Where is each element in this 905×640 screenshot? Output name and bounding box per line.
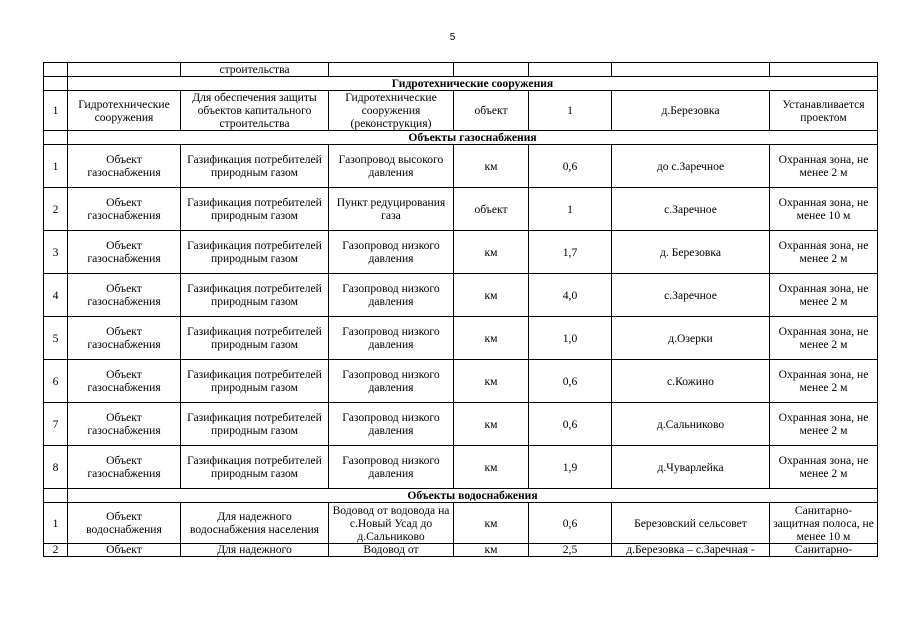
cell-type: Объект газоснабжения [68,317,181,360]
cell-value: 0,6 [529,403,612,446]
cell-name: Газопровод низкого давления [329,274,454,317]
cell-purpose: Газификация потребителей природным газом [181,188,329,231]
cell-name: Газопровод низкого давления [329,446,454,489]
cell-zone: Охранная зона, не менее 2 м [770,317,878,360]
cell-number: 1 [44,145,68,188]
cell-unit: км [454,145,529,188]
table-row [44,317,878,360]
cell-purpose: Газификация потребителей природным газом [181,231,329,274]
cell-zone: Охранная зона, не менее 2 м [770,446,878,489]
cell-location: до с.Заречное [612,145,770,188]
cell-number: 6 [44,360,68,403]
cell-name: Газопровод низкого давления [329,403,454,446]
cell-unit: км [454,360,529,403]
table-row [44,446,878,489]
cell-unit: км [454,446,529,489]
cell-type: Объект газоснабжения [68,231,181,274]
cell-purpose: Газификация потребителей природным газом [181,274,329,317]
cell-zone: Охранная зона, не менее 10 м [770,188,878,231]
cell-value: 0,6 [529,360,612,403]
cell-unit: км [454,544,529,557]
table-row [44,403,878,446]
cell-purpose: Для надежного [181,544,329,557]
table-row [44,360,878,403]
table-row [44,231,878,274]
cell-value: 1,0 [529,317,612,360]
cell-name: Газопровод низкого давления [329,317,454,360]
cell-number: 1 [44,503,68,544]
cell-purpose: строительства [181,63,329,77]
cell-number: 2 [44,544,68,557]
cell-location: д.Березовка [612,91,770,131]
cell-location: с.Заречное [612,188,770,231]
cell-number: 5 [44,317,68,360]
section-title: Гидротехнические сооружения [68,77,878,91]
table-row [44,503,878,544]
section-header-row [44,131,878,145]
cell-name: Водовод от водовода на с.Новый Усад до д.Сальниково [329,503,454,544]
cell-location: д.Березовка – с.Заречная - [612,544,770,557]
cell-purpose: Газификация потребителей природным газом [181,403,329,446]
table-row-partial [44,544,878,557]
section-header-row [44,77,878,91]
cell-value: 2,5 [529,544,612,557]
cell-purpose: Газификация потребителей природным газом [181,446,329,489]
cell-number: 1 [44,91,68,131]
cell-unit: км [454,317,529,360]
cell-purpose: Газификация потребителей природным газом [181,145,329,188]
section-title: Объекты водоснабжения [68,489,878,503]
cell-type: Объект газоснабжения [68,360,181,403]
cell-number: 7 [44,403,68,446]
cell-zone: Санитарно- [770,544,878,557]
cell-type: Объект газоснабжения [68,274,181,317]
cell-type: Объект газоснабжения [68,403,181,446]
cell-type: Объект [68,544,181,557]
cell-name: Гидротехнические сооружения (реконструкция) [329,91,454,131]
section-title: Объекты газоснабжения [68,131,878,145]
continuation-row [44,63,878,77]
cell-name: Пункт редуцирования газа [329,188,454,231]
cell-value: 0,6 [529,503,612,544]
cell-zone: Устанавливается проектом [770,91,878,131]
cell-zone: Охранная зона, не менее 2 м [770,274,878,317]
cell-purpose: Для обеспечения защиты объектов капитального строительства [181,91,329,131]
cell-location: с.Заречное [612,274,770,317]
cell-zone: Охранная зона, не менее 2 м [770,145,878,188]
cell-unit: объект [454,91,529,131]
cell-type: Объект газоснабжения [68,446,181,489]
cell-location: д.Сальниково [612,403,770,446]
cell-unit: км [454,403,529,446]
cell-name: Газопровод низкого давления [329,231,454,274]
cell-zone: Охранная зона, не менее 2 м [770,231,878,274]
cell-location: д.Озерки [612,317,770,360]
cell-name: Водовод от [329,544,454,557]
cell-unit: объект [454,188,529,231]
cell-type: Гидротехнические сооружения [68,91,181,131]
cell-name: Газопровод низкого давления [329,360,454,403]
cell-value: 1 [529,91,612,131]
cell-purpose: Газификация потребителей природным газом [181,360,329,403]
cell-zone: Санитарно-защитная полоса, не менее 10 м [770,503,878,544]
cell-location: Березовский сельсовет [612,503,770,544]
cell-value: 0,6 [529,145,612,188]
table-row [44,188,878,231]
section-header-row [44,489,878,503]
table-row [44,274,878,317]
cell-zone: Охранная зона, не менее 2 м [770,403,878,446]
cell-unit: км [454,274,529,317]
cell-number: 2 [44,188,68,231]
cell-purpose: Газификация потребителей природным газом [181,317,329,360]
cell-location: с.Кожино [612,360,770,403]
page-number: 5 [449,32,456,43]
cell-unit: км [454,503,529,544]
table-row [44,145,878,188]
cell-location: д. Березовка [612,231,770,274]
table-row [44,91,878,131]
cell-type: Объект газоснабжения [68,188,181,231]
cell-value: 1,9 [529,446,612,489]
cell-number: 3 [44,231,68,274]
cell-unit: км [454,231,529,274]
cell-value: 1 [529,188,612,231]
cell-type: Объект водоснабжения [68,503,181,544]
cell-zone: Охранная зона, не менее 2 м [770,360,878,403]
cell-number: 8 [44,446,68,489]
cell-value: 1,7 [529,231,612,274]
objects-table [43,62,878,557]
cell-name: Газопровод высокого давления [329,145,454,188]
cell-purpose: Для надежного водоснабжения населения [181,503,329,544]
cell-number: 4 [44,274,68,317]
cell-location: д.Чуварлейка [612,446,770,489]
cell-type: Объект газоснабжения [68,145,181,188]
cell-value: 4,0 [529,274,612,317]
